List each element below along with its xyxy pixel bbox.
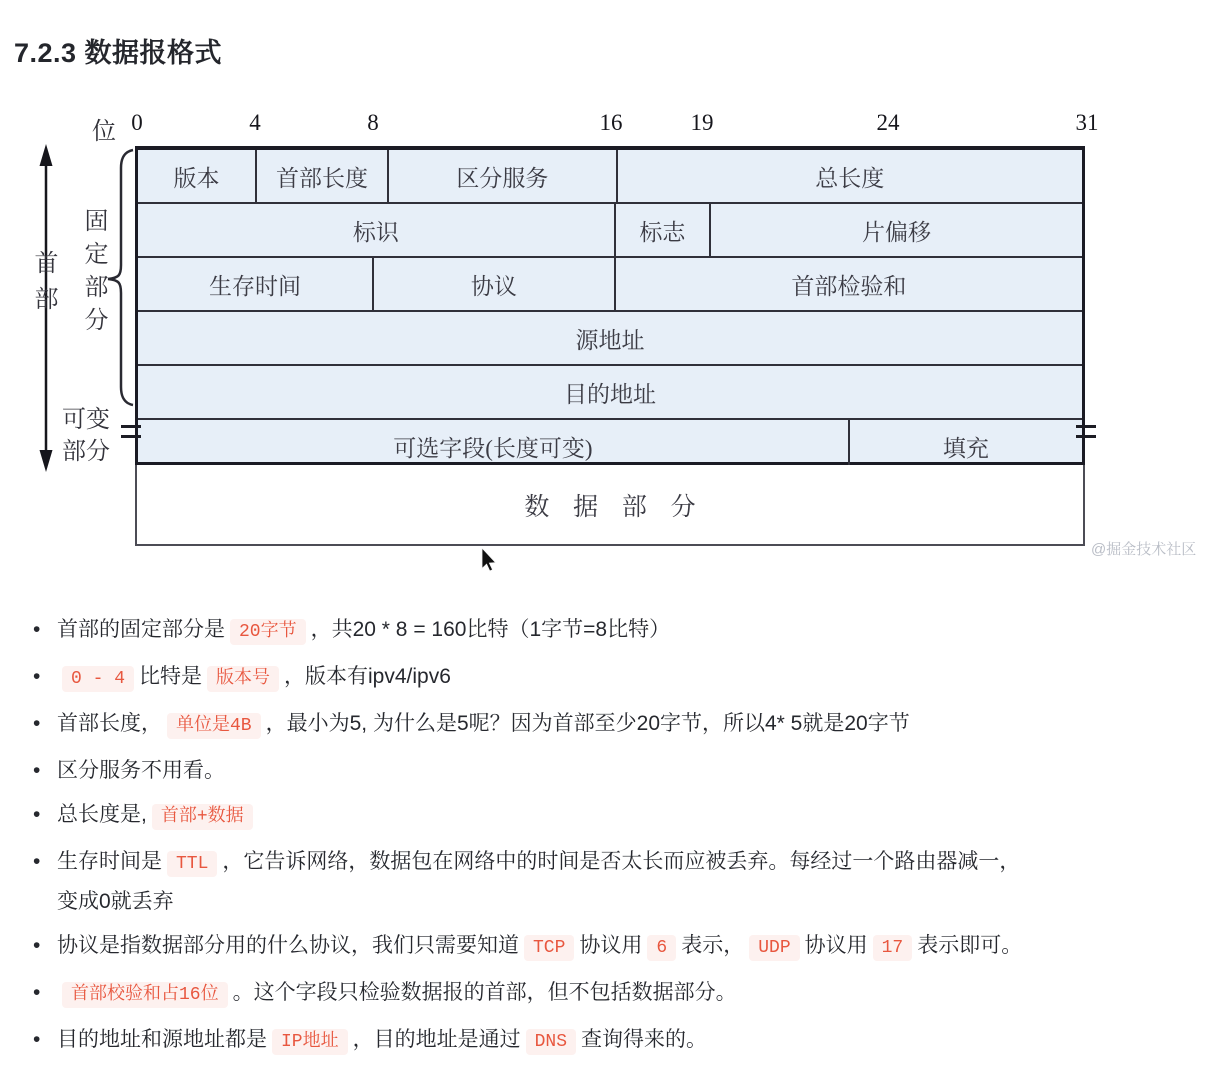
list-item [30, 974, 1160, 1014]
mouse-cursor-icon [481, 548, 498, 572]
inline-code: 首部+数据 [152, 804, 253, 830]
inline-code: 17 [873, 935, 913, 961]
table-row-5 [138, 366, 1082, 420]
list-item [30, 1021, 1160, 1061]
note-text: 生存时间是 [57, 850, 162, 873]
bit-tick-31: 31 [1075, 110, 1099, 135]
note-text: 表示即可。 [917, 934, 1023, 957]
note-text: 变成0就丢弃 [57, 890, 174, 913]
cell-header-checksum: 首部检验和 [791, 273, 907, 299]
inline-code: UDP [749, 935, 799, 961]
note-text: ，版本有ipv4/ipv6 [284, 665, 451, 688]
table-row-2 [138, 204, 1082, 258]
cell-ttl: 生存时间 [138, 258, 374, 310]
list-item [30, 927, 1160, 967]
arrowhead-down-icon [40, 450, 53, 472]
bit-tick-24: 24 [876, 110, 900, 135]
list-item [30, 705, 1160, 745]
note-text: 协议用 [579, 934, 643, 957]
cell-protocol: 协议 [374, 258, 616, 310]
data-part-row: 数据部分 [135, 465, 1085, 546]
cell-padding: 填充 [942, 435, 989, 461]
note-text: 总长度是, [57, 803, 147, 826]
cell-options: 可选字段(长度可变) [138, 420, 850, 472]
note-text: ，它告诉网络，数据包在网络中的时间是否太长而应被丢弃。每经过一个路由器减一， [222, 850, 1021, 873]
list-item [30, 611, 1160, 651]
bit-tick-19: 19 [690, 110, 714, 135]
inline-code: TCP [524, 935, 574, 961]
table-row-4 [138, 312, 1082, 366]
list-item [30, 796, 1160, 836]
inline-code: 首部校验和占16位 [62, 982, 228, 1008]
bit-tick-16: 16 [599, 110, 623, 135]
inline-code: 6 [647, 935, 676, 961]
note-text: ，最小为5, 为什么是5呢？因为首部至少20字节，所以4* 5就是20字节 [265, 712, 910, 735]
note-text: 表示， [681, 934, 745, 957]
cell-header-length: 首部长度 [257, 150, 389, 202]
inline-code: 单位是4B [167, 713, 261, 739]
note-text: 首部的固定部分是 [57, 618, 225, 641]
notes-list [30, 611, 1160, 1068]
note-text: 协议是指数据部分用的什么协议，我们只需要知道 [57, 934, 519, 957]
note-text: 协议用 [804, 934, 868, 957]
break-mark-left-icon [121, 425, 141, 438]
list-item [30, 658, 1160, 698]
list-item [30, 752, 1160, 789]
table-row-3 [138, 258, 1082, 312]
cell-version: 版本 [138, 150, 257, 202]
ip-header-table [135, 146, 1085, 465]
page-title: 7.2.3 数据报格式 [14, 38, 223, 68]
inline-code: 0 - 4 [62, 666, 134, 692]
label-variable-part: 可变部分 [62, 407, 110, 465]
table-row-1 [138, 150, 1082, 204]
note-text: 目的地址和源地址都是 [57, 1028, 267, 1051]
cell-dsfield: 区分服务 [389, 150, 617, 202]
note-text: 首部长度， [57, 712, 162, 735]
note-text: 比特是 [139, 665, 203, 688]
inline-code: TTL [167, 851, 217, 877]
bit-axis-label: 位 [92, 119, 116, 145]
fixed-part-brace [108, 150, 133, 405]
inline-code: IP地址 [272, 1029, 348, 1055]
break-mark-right-icon [1076, 425, 1096, 438]
label-fixed-part: 固定部分 [80, 208, 106, 340]
note-text: 区分服务不用看。 [57, 759, 225, 782]
note-text: 。这个字段只检验数据报的首部，但不包括数据部分。 [232, 981, 737, 1004]
cell-identification: 标识 [138, 204, 616, 256]
note-text: ，目的地址是通过 [352, 1028, 521, 1051]
bit-tick-8: 8 [367, 110, 379, 135]
inline-code: 20字节 [230, 619, 306, 645]
bit-tick-4: 4 [249, 110, 261, 135]
bit-tick-0: 0 [131, 110, 143, 135]
label-header: 首部 [30, 250, 56, 322]
cell-fragment-offset: 片偏移 [862, 219, 931, 245]
arrowhead-up-icon [40, 144, 53, 166]
cell-total-length: 总长度 [815, 165, 885, 191]
inline-code: DNS [526, 1029, 576, 1055]
note-text: 查询得来的。 [581, 1028, 708, 1051]
watermark: @掘金技术社区 [1091, 541, 1197, 558]
list-item [30, 843, 1160, 920]
cell-flags: 标志 [616, 204, 711, 256]
cell-destination-address: 目的地址 [564, 381, 656, 407]
inline-code: 版本号 [207, 666, 279, 692]
cell-source-address: 源地址 [575, 327, 645, 353]
note-text: ，共20 * 8 = 160比特（1字节=8比特） [310, 618, 671, 641]
